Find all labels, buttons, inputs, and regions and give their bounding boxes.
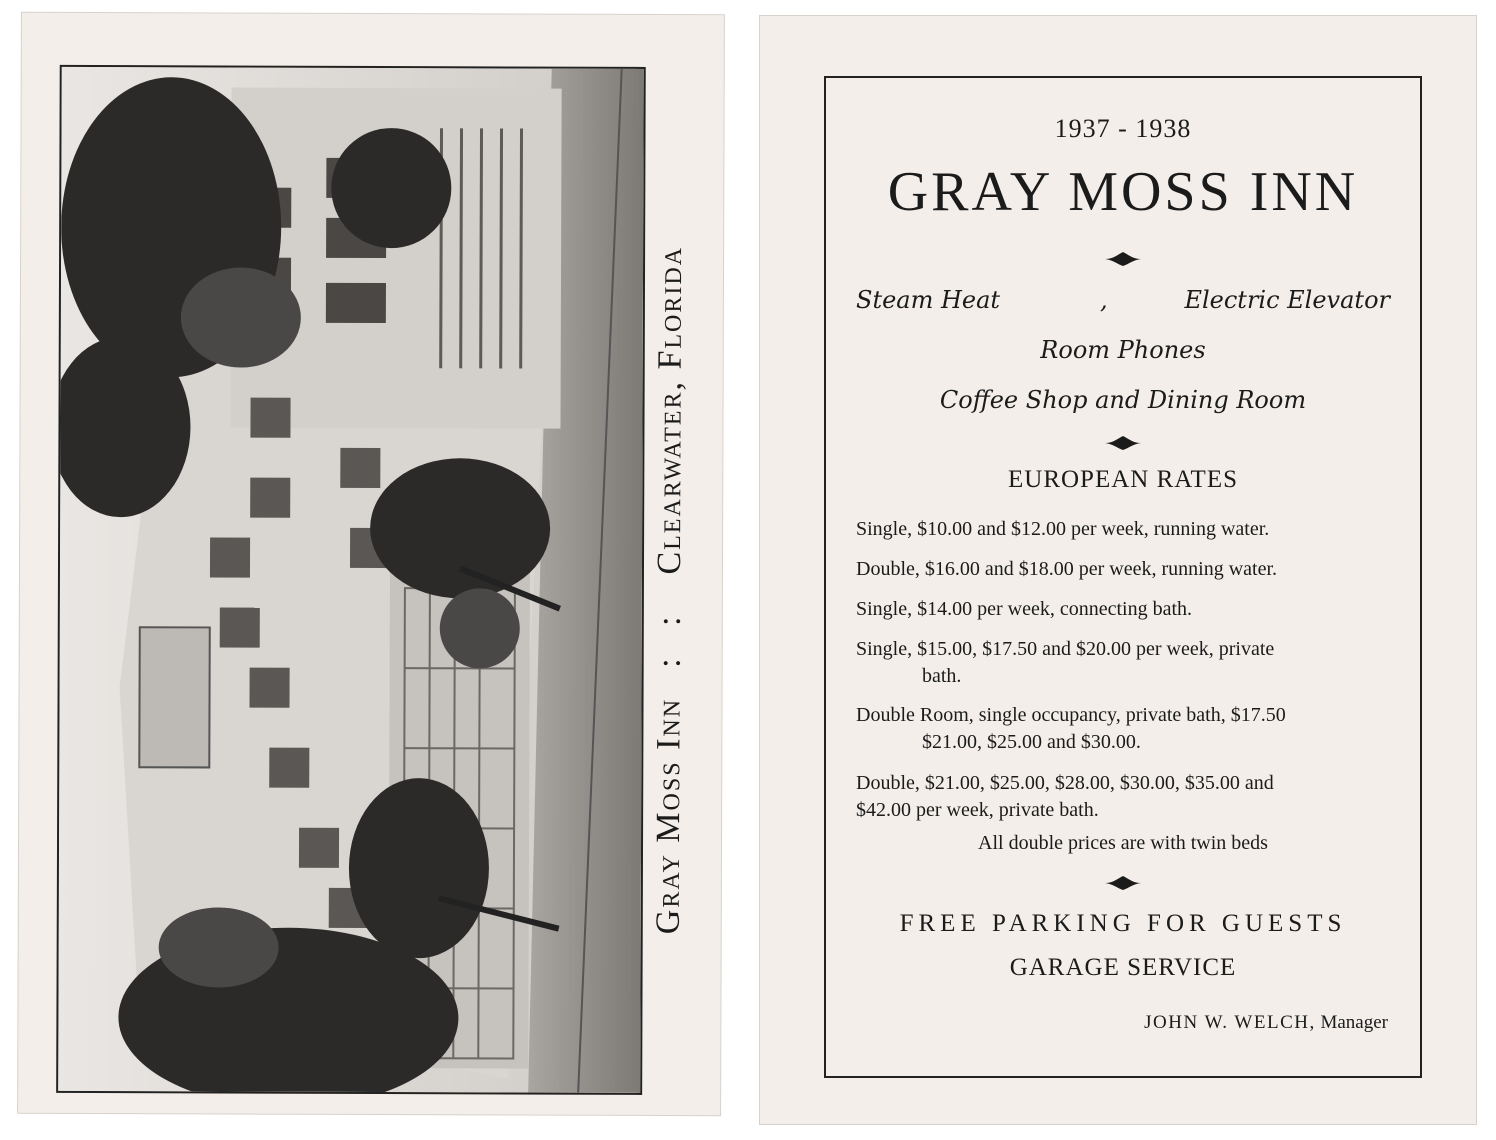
rate-line-part: $42.00 per week, private bath. — [856, 799, 1099, 821]
amenity-electric-elevator: Electric Elevator — [1184, 286, 1390, 314]
manager-signature — [1144, 1012, 1388, 1034]
caption-location: Clearwater, Florida — [650, 245, 690, 575]
rate-line — [856, 770, 1388, 824]
fleuron-ornament-icon — [826, 250, 1420, 272]
rate-line — [856, 702, 1388, 756]
rates-frame — [824, 76, 1422, 1078]
photo-frame — [56, 65, 646, 1095]
amenity-comma: , — [1100, 286, 1108, 314]
rate-line-part: bath. — [922, 665, 962, 687]
postcard-front — [18, 13, 724, 1115]
fleuron-ornament-icon — [826, 434, 1420, 456]
front-caption — [648, 140, 691, 1040]
amenity-coffee-shop: Coffee Shop and Dining Room — [939, 386, 1307, 414]
season-years: 1937 - 1938 — [1054, 114, 1192, 143]
rate-line-part: $21.00, $25.00 and $30.00. — [922, 731, 1141, 753]
rate-line — [856, 636, 1388, 690]
rates-heading: EUROPEAN RATES — [1008, 466, 1238, 493]
rate-line: Double, $16.00 and $18.00 per week, running water. — [856, 558, 1278, 580]
free-parking: FREE PARKING FOR GUESTS — [899, 910, 1347, 937]
caption-inn-name: Gray Moss Inn — [649, 697, 688, 935]
rate-line-part: Double Room, single occupancy, private bath, $17.50 — [856, 704, 1286, 726]
rate-line-part: Single, $15.00, $17.50 and $20.00 per week, private — [856, 638, 1275, 660]
hotel-building-photo-icon — [58, 67, 644, 1093]
garage-service: GARAGE SERVICE — [1009, 954, 1237, 981]
fleuron-ornament-icon — [826, 874, 1420, 896]
caption-separator: : : — [650, 604, 688, 668]
twin-beds-note: All double prices are with twin beds — [978, 832, 1268, 854]
inn-title: GRAY MOSS INN — [887, 161, 1359, 223]
manager-title: Manager — [1320, 1012, 1388, 1033]
postcard-back — [760, 16, 1476, 1124]
rate-line-part: Double, $21.00, $25.00, $28.00, $30.00, $35.00 and — [856, 772, 1274, 794]
manager-name: JOHN W. WELCH, — [1144, 1012, 1316, 1033]
amenity-room-phones: Room Phones — [1040, 336, 1206, 364]
rate-line: Single, $10.00 and $12.00 per week, running water. — [856, 518, 1270, 540]
amenity-steam-heat: Steam Heat — [856, 286, 1001, 314]
rate-line: Single, $14.00 per week, connecting bath. — [856, 598, 1193, 620]
